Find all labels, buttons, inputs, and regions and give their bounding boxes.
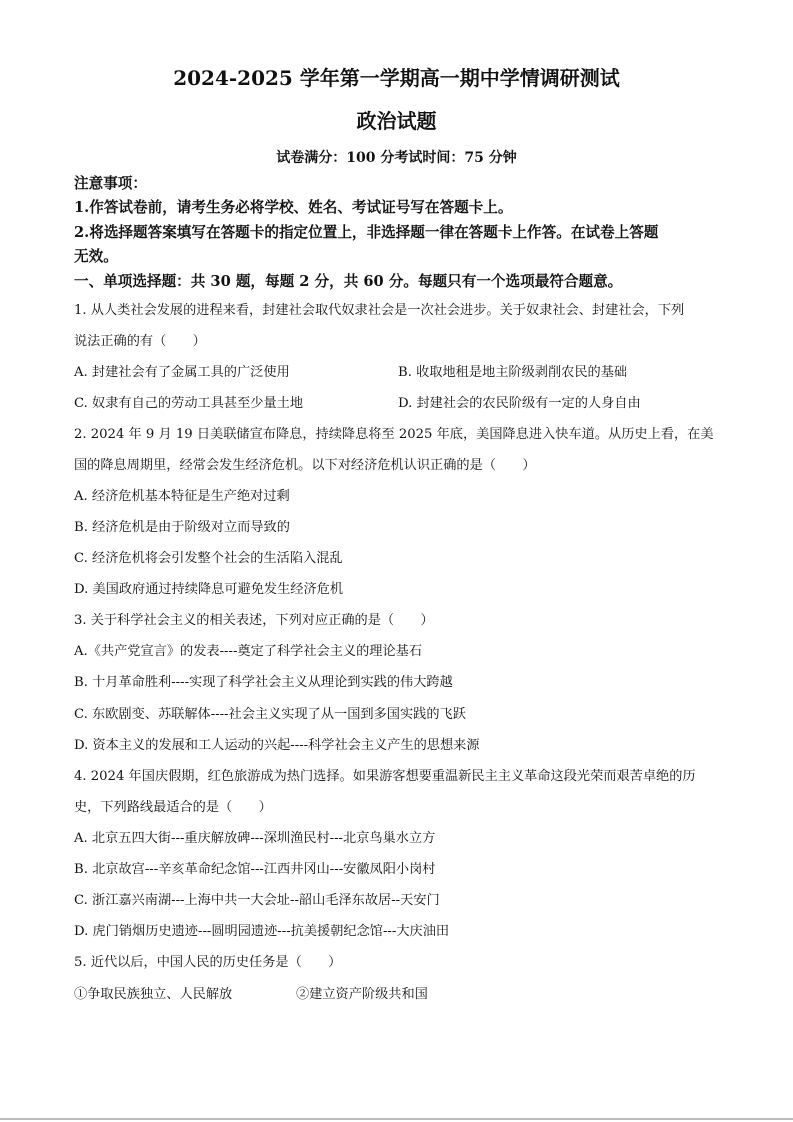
q3-option-d: D. 资本主义的发展和工人运动的兴起----科学社会主义产生的思想来源: [74, 738, 480, 753]
q4-option-a: A. 北京五四大街---重庆解放碑---深圳渔民村---北京鸟巢水立方: [74, 831, 436, 846]
q2-option-b: B. 经济危机是由于阶级对立而导致的: [74, 520, 290, 535]
q4-option-c: C. 浙江嘉兴南湖---上海中共一大会址--韶山毛泽东故居--天安门: [74, 893, 440, 908]
q1-stem-line-2: 说法正确的有（ ）: [74, 334, 206, 349]
q1-option-d: D. 封建社会的农民阶级有一定的人身自由: [398, 396, 641, 411]
section-heading: 一、单项选择题：共 30 题，每题 2 分，共 60 分。每题只有一个选项最符合题意。: [74, 273, 623, 290]
exam-title: 2024-2025 学年第一学期高一期中学情调研测试: [173, 66, 620, 90]
q5-stem: 5. 近代以后，中国人民的历史任务是（ ）: [74, 955, 342, 970]
q4-option-d: D. 虎门销烟历史遗迹---圆明园遗迹---抗美援朝纪念馆---大庆油田: [74, 924, 450, 939]
q3-stem: 3. 关于科学社会主义的相关表述，下列对应正确的是（ ）: [74, 613, 434, 628]
q2-option-a: A. 经济危机基本特征是生产绝对过剩: [74, 489, 290, 504]
q2-stem-line-1: 2. 2024 年 9 月 19 日美联储宣布降息，持续降息将至 2025 年底，美国降息进入快车道。从历史上看，在美: [74, 427, 714, 442]
q2-option-c: C. 经济危机将会引发整个社会的生活陷入混乱: [74, 551, 343, 566]
footer-divider: [0, 1118, 793, 1120]
subject-title: 政治试题: [356, 109, 437, 133]
q1-option-c: C. 奴隶有自己的劳动工具甚至少量土地: [74, 396, 304, 411]
q1-option-a: A. 封建社会有了金属工具的广泛使用: [74, 365, 290, 380]
notice-item-1: 1.作答试卷前，请考生务必将学校、姓名、考试证号写在答题卡上。: [74, 199, 513, 216]
q2-option-d: D. 美国政府通过持续降息可避免发生经济危机: [74, 582, 344, 597]
q4-stem-line-1: 4. 2024 年国庆假期，红色旅游成为热门选择。如果游客想要重温新民主主义革命这段光荣而艰苦卓绝的历: [74, 769, 696, 784]
notice-heading: 注意事项：: [74, 175, 147, 192]
exam-meta: 试卷满分：100 分考试时间：75 分钟: [276, 150, 517, 166]
q1-stem-line-1: 1. 从人类社会发展的进程来看，封建社会取代奴隶社会是一次社会进步。关于奴隶社会、封建社会，下列: [74, 303, 685, 318]
q4-stem-line-2: 史，下列路线最适合的是（ ）: [74, 800, 272, 815]
q3-option-c: C. 东欧剧变、苏联解体----社会主义实现了从一国到多国实践的飞跃: [74, 707, 466, 722]
q3-option-b: B. 十月革命胜利----实现了科学社会主义从理论到实践的伟大跨越: [74, 675, 453, 690]
q5-option-1: ①争取民族独立、人民解放: [74, 987, 233, 1002]
q4-option-b: B. 北京故宫---辛亥革命纪念馆---江西井冈山---安徽凤阳小岗村: [74, 862, 436, 877]
q2-stem-line-2: 国的降息周期里，经常会发生经济危机。以下对经济危机认识正确的是（ ）: [74, 458, 536, 473]
notice-item-2-line-1: 2.将选择题答案填写在答题卡的指定位置上，非选择题一律在答题卡上作答。在试卷上答题: [74, 224, 659, 241]
q5-option-2: ②建立资产阶级共和国: [296, 987, 428, 1002]
notice-item-2-line-2: 无效。: [74, 248, 118, 265]
q3-option-a: A.《共产党宣言》的发表----奠定了科学社会主义的理论基石: [74, 644, 423, 659]
q1-option-b: B. 收取地租是地主阶级剥削农民的基础: [398, 365, 628, 380]
